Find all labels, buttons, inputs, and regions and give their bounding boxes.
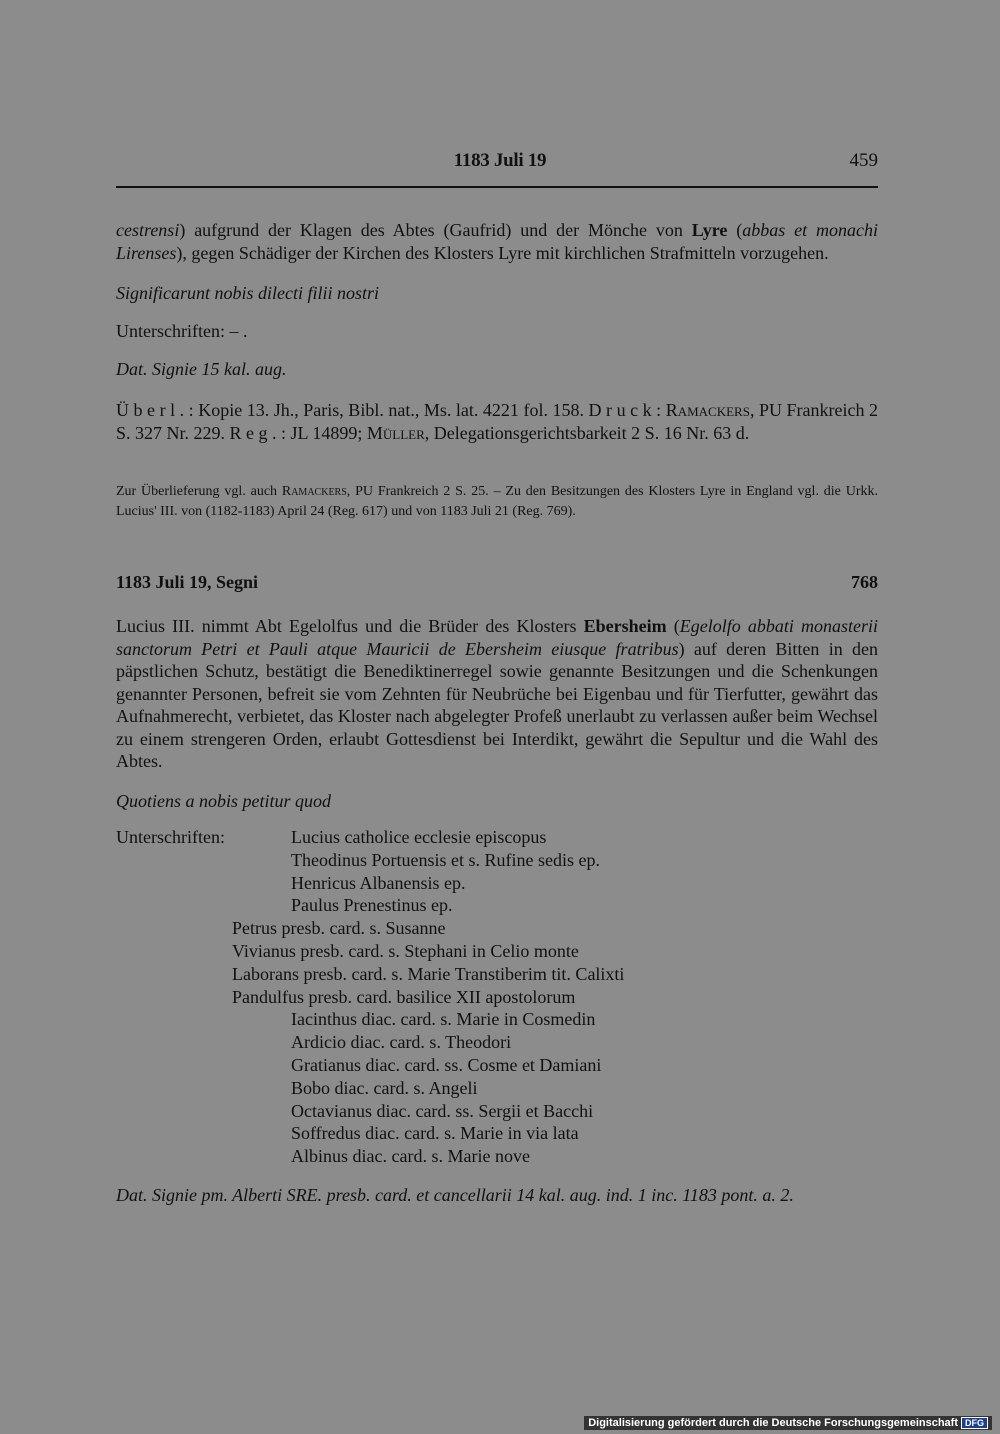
entry-regest-a: Lucius III. nimmt Abt Egelolfus und die Brüder des Klosters xyxy=(116,616,584,636)
prev-subscriptions: Unterschriften: – . xyxy=(116,321,248,341)
signatory: Petrus presb. card. s. Susanne xyxy=(232,918,446,939)
signatory: Bobo diac. card. s. Angeli xyxy=(291,1077,478,1098)
running-head-title: 1183 Juli 19 xyxy=(453,150,547,171)
reg-text2: , Delegationsgerichtsbarkeit 2 S. 16 Nr. 63 d. xyxy=(424,422,750,443)
signatory: Theodinus Portuensis et s. Rufine sedis ep. xyxy=(291,849,600,870)
entry-regest-b: Ebersheim xyxy=(583,616,667,636)
signatory: Henricus Albanensis ep. xyxy=(291,872,466,893)
entry-regest-c: ( xyxy=(666,616,680,636)
credit-text: Digitalisierung gefördert durch die Deutsche Forschungsgemeinschaft xyxy=(588,1417,958,1429)
signatory: Albinus diac. card. s. Marie nove xyxy=(291,1146,530,1167)
ueberl-label: Ü b e r l . xyxy=(116,400,185,420)
signatory: Pandulfus presb. card. basilice XII apostolorum xyxy=(232,986,576,1007)
ueberl-text: : Kopie 13. Jh., Paris, Bibl. nat., Ms. lat. 4221 fol. 158. xyxy=(184,400,589,420)
prev-regest xyxy=(116,219,878,264)
druck-author: Ramackers xyxy=(665,400,750,420)
prev-regest-part3: ( xyxy=(727,220,743,240)
entry-regest-d: Egelolfo abbati monasterii sanctorum Petri et Pauli atque Mauricii de Ebersheim eiusque fratribus xyxy=(116,616,878,659)
subscriptions-label: Unterschriften: xyxy=(116,827,225,847)
signatory: Iacinthus diac. card. s. Marie in Cosmedin xyxy=(291,1009,596,1030)
prev-regest-part2: ) aufgrund der Klagen des Abtes (Gaufrid) und der Mönche von xyxy=(179,220,692,240)
note-author: Ramackers xyxy=(281,484,347,499)
entry-incipit: Quotiens a nobis petitur quod xyxy=(116,791,331,811)
reg-label: R e g . xyxy=(229,422,277,443)
signatory: Octavianus diac. card. ss. Sergii et Bacchi xyxy=(291,1100,594,1121)
signatory: Ardicio diac. card. s. Theodori xyxy=(291,1032,512,1053)
prev-regest-lyre: Lyre xyxy=(691,220,728,240)
reg-text1: : JL 14899; xyxy=(276,422,367,443)
signatory: Lucius catholice ecclesie episcopus xyxy=(291,827,547,847)
note-text1: Zur Überlieferung vgl. auch xyxy=(116,484,282,499)
digitization-credit xyxy=(584,1416,992,1430)
page-number: 459 xyxy=(849,150,878,171)
prev-apparatus xyxy=(116,399,878,444)
prev-note xyxy=(116,482,878,522)
signatory: Paulus Prenestinus ep. xyxy=(291,895,453,916)
entry-dating: Dat. Signie pm. Alberti SRE. presb. card. et cancellarii 14 kal. aug. ind. 1 inc. 1183 pont. a. 2. xyxy=(116,1185,794,1205)
reg-author: Müller xyxy=(366,422,425,443)
prev-dating: Dat. Signie 15 kal. aug. xyxy=(116,359,287,379)
druck-text2: , PU Frankreich 2 S. 327 Nr. 229. xyxy=(116,400,879,443)
note-text2: , PU Frankreich 2 S. 25. – Zu den Besitzungen des Klosters Lyre in England vgl. die Urkk. Lucius' III. von (1182-1183) April 24 (Reg. 617) und von 1183 Juli 21 (Reg. 769). xyxy=(116,484,878,519)
header-rule xyxy=(116,186,878,188)
entry-regest-e: ) auf deren Bitten in den päpstlichen Schutz, bestätigt die Benediktinerregel sowie genannte Besitzungen und die Schenkungen genannter Personen, befreit sie vom Zehnten für Neubrüche bei Eigenbau und für Tierfutter, gewährt das Aufnahmerecht, verbietet, das Kloster nach abgelegter Profeß unerlaubt zu verlassen außer beim Wechsel zu einem strengeren Orden, erlaubt Gottesdienst bei Interdikt, gewährt die Sepultur und die Wahl des Abtes. xyxy=(116,638,878,771)
signatory: Soffredus diac. card. s. Marie in via lata xyxy=(291,1123,579,1144)
dfg-logo: DFG xyxy=(961,1417,988,1429)
entry-number: 768 xyxy=(851,572,878,592)
prev-regest-it1: abbas et monachi Lirenses xyxy=(116,220,878,263)
signatory: Laborans presb. card. s. Marie Transtiberim tit. Calixti xyxy=(232,963,625,984)
druck-text1: : xyxy=(651,400,666,420)
entry-regest xyxy=(116,615,878,773)
prev-regest-part4: ), gegen Schädiger der Kirchen des Klosters Lyre mit kirchlichen Strafmitteln vorzugehen. xyxy=(176,242,829,263)
entry-heading: 1183 Juli 19, Segni xyxy=(116,572,259,592)
signatory: Gratianus diac. card. ss. Cosme et Damiani xyxy=(291,1055,602,1075)
prev-regest-part1: cestrensi xyxy=(116,220,180,240)
prev-incipit: Significarunt nobis dilecti filii nostri xyxy=(116,283,380,303)
signatory: Vivianus presb. card. s. Stephani in Celio monte xyxy=(232,941,579,961)
druck-label: D r u c k xyxy=(588,400,652,420)
